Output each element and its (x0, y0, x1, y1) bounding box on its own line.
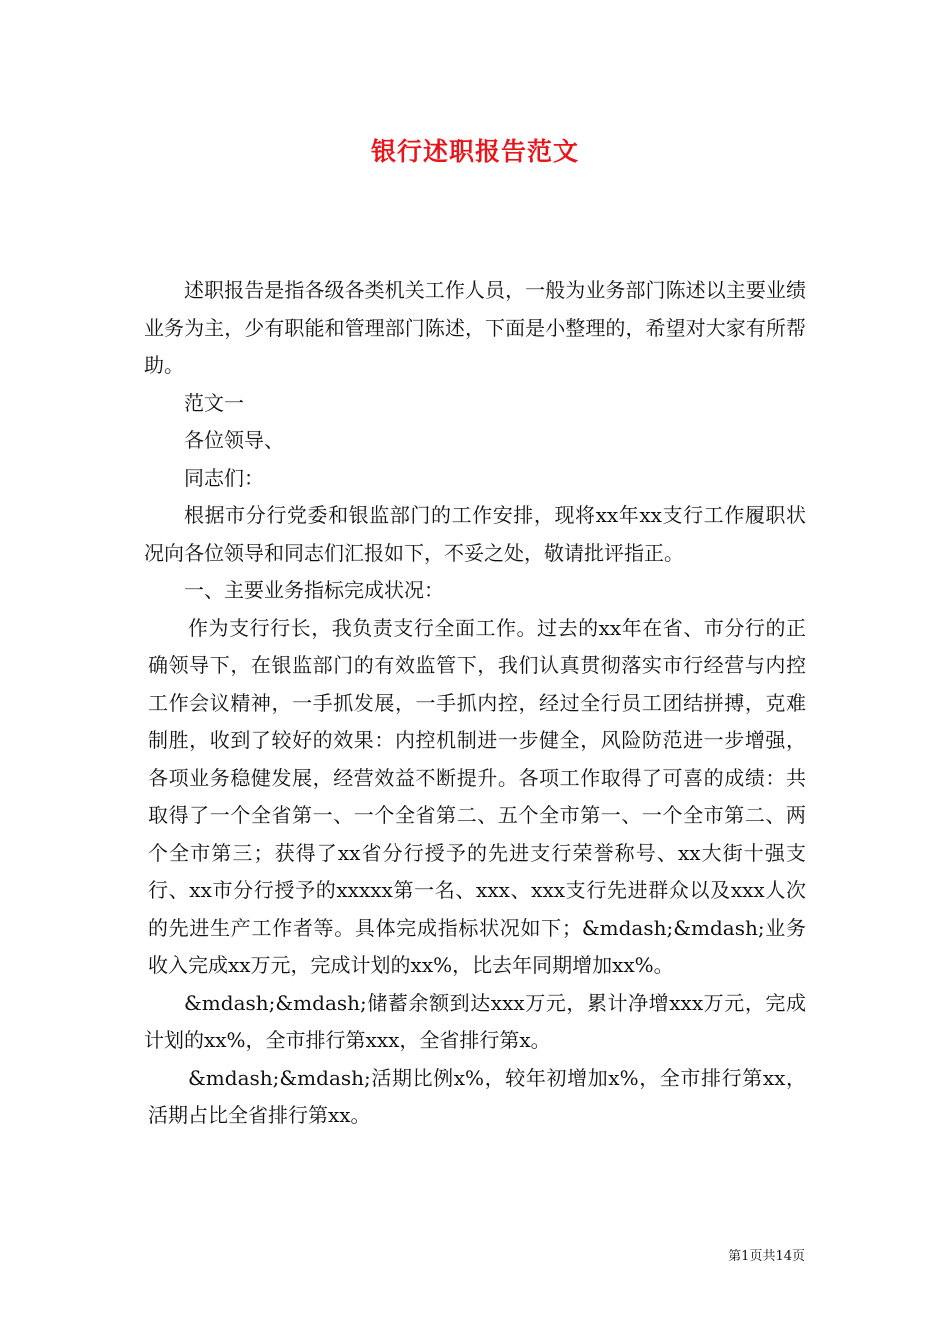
paragraph-main-body: 作为支行行长，我负责支行全面工作。过去的xx年在省、市分行的正确领导下，在银监部门的有效监管下，我们认真贯彻落实市行经营与内控工作会议精神，一手抓发展，一手抓内控，经过全行员工团结拼搏，克难制胜，收到了较好的效果：内控机制进一步健全，风险防范进一步增强，各项业务稳健发展，经营效益不断提升。各项工作取得了可喜的成绩：共取得了一个全省第一、一个全省第二、五个全市第一、一个全市第二、两个全市第三；获得了xx省分行授予的先进支行荣誉称号、xx大街十强支行、xx市分行授予的xxxxx第一名、xxx、xxx支行先进群众以及xxx人次的先进生产工作者等。具体完成指标状况如下；&mdash;&mdash;业务收入完成xx万元，完成计划的xx%，比去年同期增加xx%。 (148, 615, 806, 977)
paragraph-sample-heading: 范文一 (184, 390, 244, 415)
paragraph-salutation-leaders: 各位领导、 (184, 428, 284, 452)
paragraph-salutation-comrades: 同志们： (184, 465, 264, 490)
page-number-footer: 第1页共14页 (728, 1249, 805, 1264)
paragraph-opening: 根据市分行党委和银监部门的工作安排，现将xx年xx支行工作履职状况向各位领导和同志们汇报如下，不妥之处，敬请批评指正。 (144, 503, 806, 565)
paragraph-section-heading: 一、主要业务指标完成状况： (184, 578, 444, 602)
paragraph-current-ratio: &mdash;&mdash;活期比例x%，较年初增加x%，全市排行第xx，活期占比全省排行第xx。 (148, 1065, 806, 1127)
document-body (144, 272, 806, 1135)
document-title: 银行述职报告范文 (370, 137, 579, 166)
paragraph-savings: &mdash;&mdash;储蓄余额到达xxx万元，累计净增xxx万元，完成计划的xx%，全市排行第xxx，全省排行第x。 (144, 990, 806, 1052)
paragraph-intro: 述职报告是指各级各类机关工作人员，一般为业务部门陈述以主要业绩业务为主，少有职能和管理部门陈述，下面是小整理的，希望对大家有所帮助。 (144, 278, 806, 377)
